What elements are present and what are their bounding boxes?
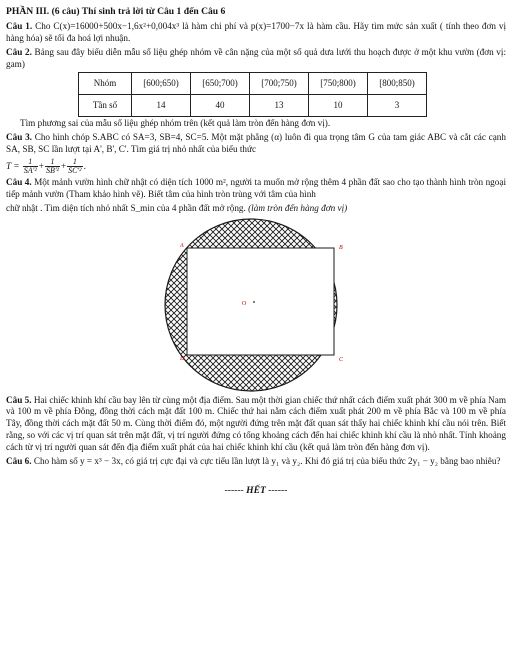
fraction-1-den: SA'² <box>23 166 37 176</box>
section-heading: PHẦN III. (6 câu) Thí sinh trả lời từ Câu 1 đến Câu 6 <box>6 6 226 17</box>
label-d: D <box>180 355 185 362</box>
circle-figure-svg <box>6 217 506 395</box>
question-2-label: Câu 2. <box>6 46 32 57</box>
end-marker: ------ HẾT ------ <box>224 485 288 497</box>
question-2-text: Bảng sau đây biểu diễn mẫu số liệu ghép nhóm về cân nặng của một số quả dưa lưới thu hoạch được ở một khu vườn (đơn vị: gam) <box>6 46 507 69</box>
table-cell-group: [750;800) <box>309 73 368 95</box>
exam-page <box>6 4 506 498</box>
label-a: A <box>180 242 184 249</box>
question-4-text: Một mảnh vườn hình chữ nhật có diện tích 1000 m², người ta muốn mở rộng thêm 4 phần đất sao cho tạo thành hình tròn ngoại tiếp mảnh vườn (Tham khảo hình vẽ). Biết tâm của hình tròn trùng với tâm của hình <box>6 177 506 200</box>
question-4 <box>6 177 506 201</box>
frequency-table <box>78 72 427 117</box>
center-point <box>253 301 255 303</box>
table-cell-frequency: 40 <box>191 95 250 117</box>
question-3-label: Câu 3. <box>6 132 32 143</box>
question-4-line2 <box>6 203 506 215</box>
table-cell-frequency: 14 <box>132 95 191 117</box>
table-cell-frequency: 10 <box>309 95 368 117</box>
table-cell-frequency: 13 <box>250 95 309 117</box>
garden-rectangle <box>187 248 334 355</box>
question-4-note: (làm tròn đến hàng đơn vị) <box>248 202 348 213</box>
fraction-2-den: SB'² <box>45 166 59 176</box>
label-c: C <box>339 356 344 363</box>
question-1 <box>6 21 506 45</box>
question-4-label: Câu 4. <box>6 177 32 188</box>
question-3-text: Cho hình chóp S.ABC có SA=3, SB=4, SC=5. Một mặt phẳng (α) luôn đi qua trọng tâm G của tam giác ABC và cắt các cạnh SA, SB, SC lần lượt tại A', B', C'. Tìm giá trị nhỏ nhất của biểu thức <box>6 132 506 154</box>
question-3-formula: T = $\frac{1}{\text{SA'²}}$ + $\frac{1}{\text{SB'²}}$ + $\frac{1}{\text{SC'²}}$ . <box>6 156 86 176</box>
table-cell-group: [600;650) <box>132 73 191 95</box>
table-cell-group: [650;700) <box>191 73 250 95</box>
table-cell-group: [700;750) <box>250 73 309 95</box>
fraction-1 <box>23 158 38 176</box>
table-row-groups <box>79 73 427 95</box>
question-1-label: Câu 1. <box>6 21 33 32</box>
question-6 <box>6 456 506 468</box>
fraction-2-num: 1 <box>45 158 60 167</box>
formula-lead: T = <box>6 160 20 171</box>
question-5-text: Hai chiếc khinh khí cầu bay lên từ cùng một địa điểm. Sau một thời gian chiếc thứ nhất cách điểm xuất phát 300 m về phía Nam và 100 m về phía Đông, đồng thời cách mặt đất 100 m. Chiếc thứ hai nằm cách điểm xuất phát 200 m về phía Bắc và 100 m về phía Tây, đồng thời cách mặt đất 50 m. Cùng thời điểm đó, một người đứng trên mặt đất quan sát thấy hai chiếc khinh khí cầu nói trên. Biết rằng, so với các vị trí quan sát trên mặt đất, vị trí người đứng có tổng khoảng cách đến hai chiếc khinh khí cầu là nhỏ nhất. Tính khoảng cách từ vị trí người quan sát đến địa điểm xuất phát của hai chiếc khinh khí cầu (kết quả làm tròn đến hàng đơn vị). <box>6 394 507 452</box>
circle-figure <box>6 217 506 395</box>
table-row-frequencies <box>79 95 427 117</box>
label-b: B <box>339 244 343 251</box>
fraction-3-num: 1 <box>67 158 82 167</box>
question-2 <box>6 47 506 71</box>
fraction-3-den: SC'² <box>68 166 82 176</box>
formula-end: . <box>83 160 86 171</box>
fraction-2 <box>45 158 60 176</box>
question-1-text: Cho C(x)=16000+500x−1,6x²+0,004x³ là hàm chi phí và p(x)=1700−7x là hàm cầu. Hãy tìm mức sản xuất ( tính theo đơn vị hàng hóa) sẽ tối đa hoá lợi nhuận. <box>6 21 506 44</box>
table-header-frequency: Tần số <box>79 95 132 117</box>
table-header-group: Nhóm <box>79 73 132 95</box>
question-6-label: Câu 6. <box>6 455 32 466</box>
question-5-label: Câu 5. <box>6 394 32 405</box>
fraction-1-num: 1 <box>23 158 38 167</box>
question-5 <box>6 395 506 454</box>
fraction-3 <box>67 158 82 176</box>
question-4-text2: chữ nhật . Tìm diện tích nhỏ nhất S_min của 4 phần đất mở rộng. <box>6 202 246 213</box>
question-2-after: Tìm phương sai của mẫu số liệu ghép nhóm trên (kết quả làm tròn đến hàng đơn vị). <box>20 118 331 129</box>
question-3 <box>6 132 506 156</box>
label-o: O <box>242 300 247 307</box>
question-6-text: Cho hàm số y = x³ − 3x, có giá trị cực đại và cực tiểu lần lượt là y₁ và y₂. Khi đó giá trị của biểu thức 2y₁ − y₂ bằng bao nhiêu? <box>33 455 501 466</box>
table-cell-frequency: 3 <box>368 95 427 117</box>
table-cell-group: [800;850) <box>368 73 427 95</box>
